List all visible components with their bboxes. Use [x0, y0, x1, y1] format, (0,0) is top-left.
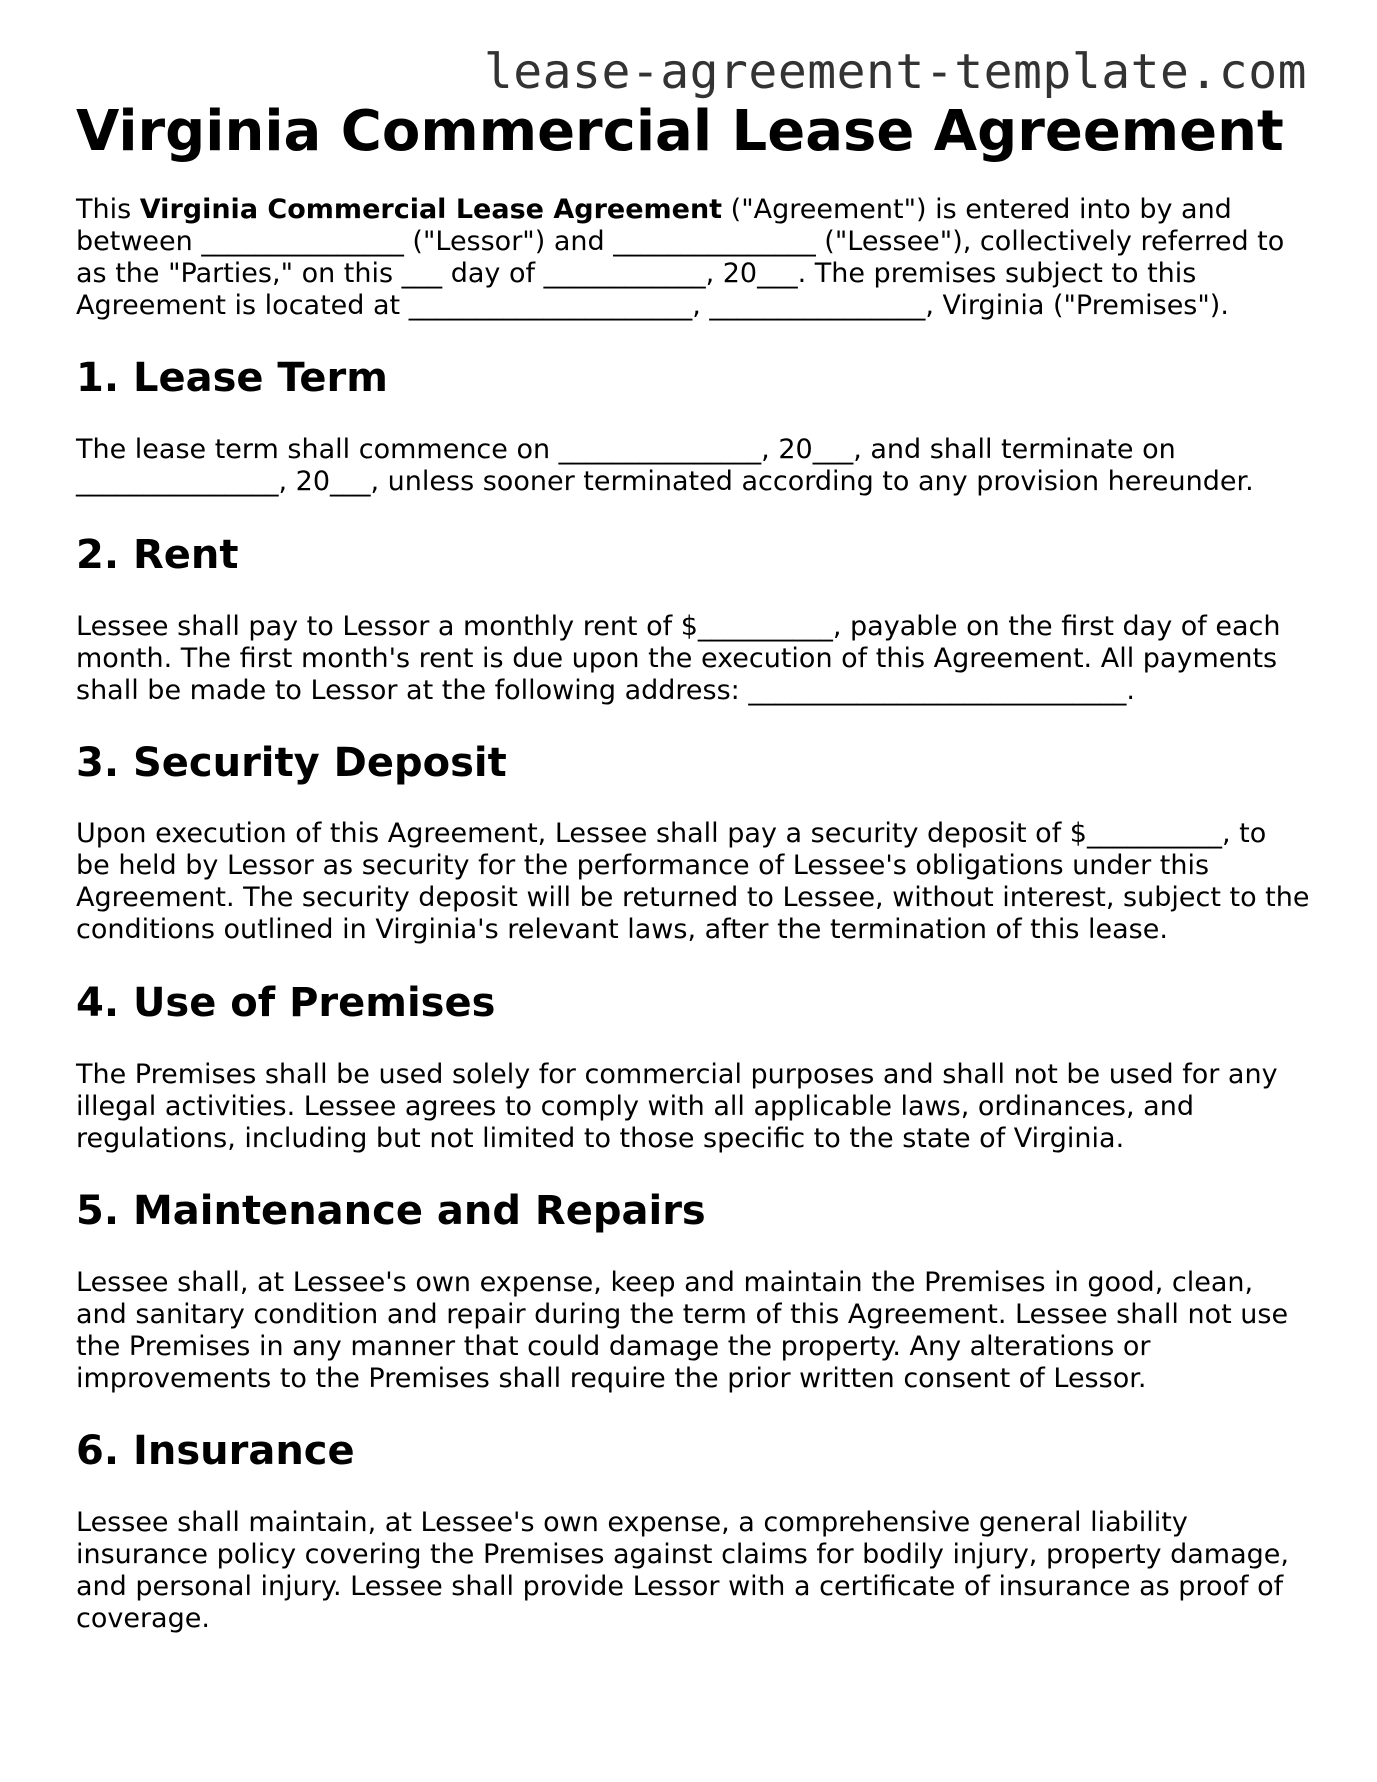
section-body-lease-term — [76, 434, 1311, 498]
body-line: insurance policy covering the Premises against claims for bodily injury, property damage, — [76, 1539, 1289, 1570]
intro-line: between _______________ ("Lessor") and _______________ ("Lessee"), collectively referred to — [76, 226, 1285, 257]
body-line: and personal injury. Lessee shall provide Lessor with a certificate of insurance as proof of — [76, 1571, 1284, 1602]
body-line: the Premises in any manner that could damage the property. Any alterations or — [76, 1331, 1151, 1362]
body-line: Agreement. The security deposit will be returned to Lessee, without interest, subject to the — [76, 882, 1310, 913]
section-body-security-deposit — [76, 818, 1311, 946]
section-body-maintenance — [76, 1267, 1311, 1395]
agreement-name: Virginia Commercial Lease Agreement — [139, 194, 723, 225]
intro-line: This Virginia Commercial Lease Agreement ("Agreement") is entered into by and — [76, 194, 1232, 225]
body-line: illegal activities. Lessee agrees to comply with all applicable laws, ordinances, and — [76, 1091, 1194, 1122]
section-heading-security-deposit: 3. Security Deposit — [76, 740, 507, 786]
section-body-use-of-premises — [76, 1059, 1311, 1155]
body-line: Lessee shall pay to Lessor a monthly rent of $__________, payable on the first day of each — [76, 611, 1281, 642]
body-line: regulations, including but not limited to those specific to the state of Virginia. — [76, 1123, 1125, 1154]
site-watermark: lease-agreement-template.com — [483, 44, 1307, 100]
section-body-rent — [76, 611, 1311, 707]
section-heading-insurance: 6. Insurance — [76, 1428, 355, 1474]
body-line: Lessee shall, at Lessee's own expense, keep and maintain the Premises in good, clean, — [76, 1267, 1254, 1298]
body-line: coverage. — [76, 1603, 210, 1634]
section-heading-lease-term: 1. Lease Term — [76, 355, 388, 401]
body-line: The Premises shall be used solely for commercial purposes and shall not be used for any — [76, 1059, 1278, 1090]
intro-paragraph — [76, 194, 1311, 322]
section-body-insurance — [76, 1507, 1311, 1635]
intro-line: Agreement is located at _____________________, ________________, Virginia ("Premises"). — [76, 290, 1229, 321]
section-heading-use-of-premises: 4. Use of Premises — [76, 980, 496, 1026]
body-line: Upon execution of this Agreement, Lessee shall pay a security deposit of $__________, to — [76, 818, 1267, 849]
body-line: month. The first month's rent is due upon the execution of this Agreement. All payments — [76, 643, 1278, 674]
intro-line: as the "Parties," on this ___ day of ____________, 20___. The premises subject to this — [76, 258, 1197, 289]
body-line: conditions outlined in Virginia's relevant laws, after the termination of this lease. — [76, 914, 1168, 945]
body-line: improvements to the Premises shall require the prior written consent of Lessor. — [76, 1363, 1147, 1394]
body-line: and sanitary condition and repair during the term of this Agreement. Lessee shall not use — [76, 1299, 1289, 1330]
body-line: The lease term shall commence on _______________, 20___, and shall terminate on — [76, 434, 1176, 465]
body-line: Lessee shall maintain, at Lessee's own expense, a comprehensive general liability — [76, 1507, 1188, 1538]
body-line: _______________, 20___, unless sooner terminated according to any provision hereunder. — [76, 466, 1254, 497]
document-title: Virginia Commercial Lease Agreement — [76, 99, 1284, 164]
section-heading-rent: 2. Rent — [76, 532, 239, 578]
section-heading-maintenance: 5. Maintenance and Repairs — [76, 1188, 706, 1234]
body-line: be held by Lessor as security for the performance of Lessee's obligations under this — [76, 850, 1210, 881]
body-line: shall be made to Lessor at the following address: ____________________________. — [76, 675, 1135, 706]
